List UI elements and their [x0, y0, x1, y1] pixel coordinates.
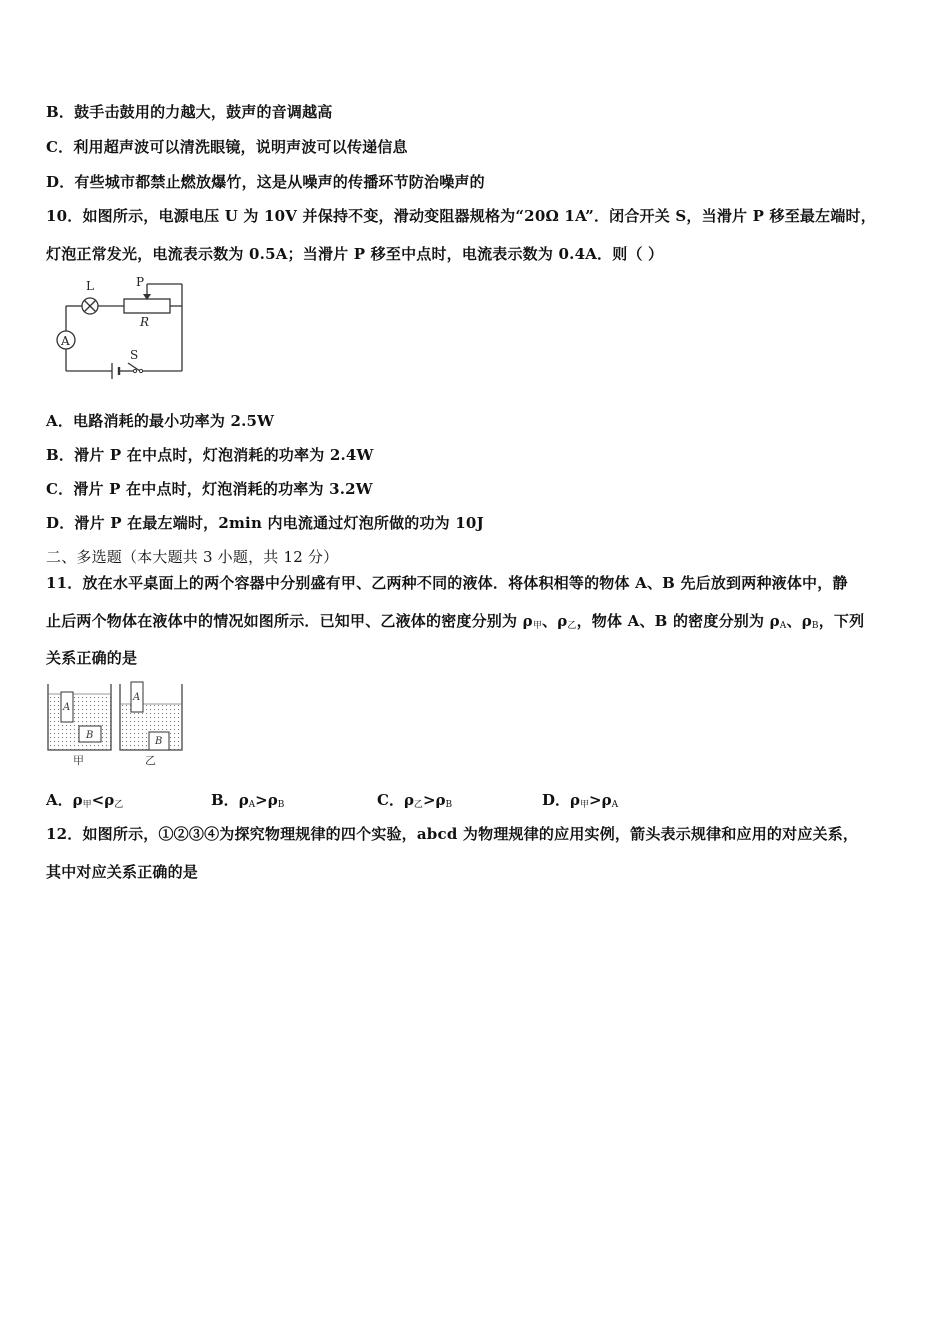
- q10-option-c: C．滑片 P 在中点时，灯泡消耗的功率为 3.2W: [46, 480, 373, 498]
- object-b-label-yi: B: [155, 736, 163, 747]
- container-jia-label: 甲: [73, 754, 84, 767]
- q11-stem-line3: 关系正确的是: [46, 649, 138, 667]
- container-yi-label: 乙: [145, 754, 156, 767]
- ammeter-label: A: [61, 334, 70, 348]
- q11-stem-line2: 止后两个物体在液体中的情况如图所示．已知甲、乙液体的密度分别为 $\rho_甲$、$\rho_乙$，物体 A、B 的密度分别为 $\rho_A$、$\rho_B$，下列: [46, 612, 865, 631]
- q10-circuit-diagram: [50, 274, 190, 384]
- q9-option-d: D．有些城市都禁止燃放爆竹，这是从噪声的传播环节防治噪声的: [46, 173, 485, 191]
- object-a-label-jia: A: [63, 702, 71, 713]
- q10-stem-line2: 灯泡正常发光，电流表示数为 0.5A；当滑片 P 移至中点时，电流表示数为 0.4A．则（ ）: [46, 245, 664, 263]
- object-a-label-yi: A: [133, 692, 141, 703]
- q11-containers-diagram: [45, 676, 187, 768]
- q10-option-a: A．电路消耗的最小功率为 2.5W: [46, 412, 275, 430]
- switch-label: S: [130, 348, 139, 362]
- q10-stem-line1: 10．如图所示，电源电压 U 为 10V 并保持不变，滑动变阻器规格为“20Ω 1A”．闭合开关 S，当滑片 P 移至最左端时，: [46, 207, 876, 225]
- lamp-label: L: [86, 279, 94, 293]
- q11-option-a: A．$\rho_甲<\rho_乙$: [46, 791, 124, 810]
- object-b-label-jia: B: [86, 730, 94, 741]
- q11-option-c: C．$\rho_乙>\rho_B$: [377, 791, 453, 810]
- slider-label: P: [136, 275, 145, 289]
- q9-option-c: C．利用超声波可以清洗眼镜，说明声波可以传递信息: [46, 138, 408, 156]
- q11-option-d: D．$\rho_甲>\rho_A$: [542, 791, 619, 810]
- q10-option-d: D．滑片 P 在最左端时，2min 内电流通过灯泡所做的功为 10J: [46, 514, 484, 532]
- q11-option-b: B．$\rho_A>\rho_B$: [211, 791, 285, 810]
- q9-option-b: B．鼓手击鼓用的力越大，鼓声的音调越高: [46, 103, 333, 121]
- section-title: 二、多选题（本大题共 3 小题，共 12 分）: [46, 548, 339, 566]
- q11-stem-line1: 11．放在水平桌面上的两个容器中分别盛有甲、乙两种不同的液体．将体积相等的物体 A、B 先后放到两种液体中，静: [46, 574, 848, 592]
- q10-option-b: B．滑片 P 在中点时，灯泡消耗的功率为 2.4W: [46, 446, 374, 464]
- q12-stem-line2: 其中对应关系正确的是: [46, 863, 199, 881]
- q12-stem-line1: 12．如图所示，①②③④为探究物理规律的四个实验，abcd 为物理规律的应用实例，箭头表示规律和应用的对应关系，: [46, 825, 859, 843]
- rheostat-label: R: [140, 315, 150, 329]
